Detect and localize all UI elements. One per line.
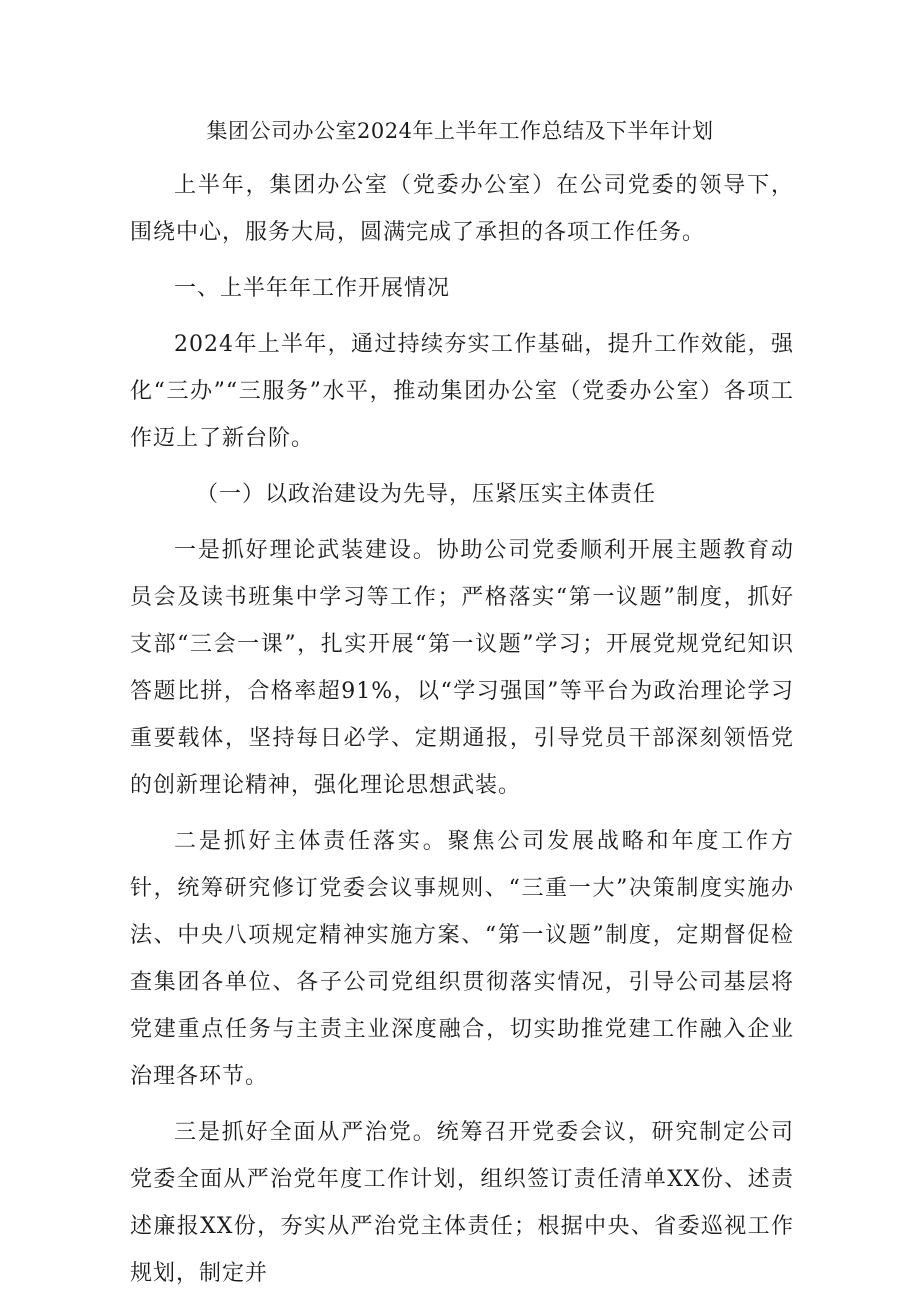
- responsibility-paragraph: 二是抓好主体责任落实。聚焦公司发展战略和年度工作方针，统筹研究修订党委会议事规则、“三重一大”决策制度实施办法、中央八项规定精神实施方案、“第一议题”制度，定期督促检查集团各单位、各子公司党组织贯彻落实情况，引导公司基层将党建重点任务与主责主业深度融合，切实助推党建工作融入企业治理各环节。: [130, 829, 794, 1089]
- section-heading: 一、上半年年工作开展情况: [174, 276, 451, 301]
- subsection-heading: （一）以政治建设为先导，压紧压实主体责任: [196, 482, 657, 507]
- theory-paragraph: 一是抓好理论武装建设。协助公司党委顺利开展主题教育动员会及读书班集中学习等工作；严格落实“第一议题”制度，抓好支部“三会一课”，扎实开展“第一议题”学习；开展党规党纪知识答题比拼，合格率超91%，以“学习强国”等平台为政治理论学习重要载体，坚持每日必学、定期通报，引导党员干部深刻领悟党的创新理论精神，强化理论思想武装。: [130, 538, 794, 798]
- document-title: 集团公司办公室2024年上半年工作总结及下半年计划: [206, 119, 714, 143]
- document-body: [130, 162, 794, 1306]
- intro-paragraph: 上半年，集团办公室（党委办公室）在公司党委的领导下，围绕中心，服务大局，圆满完成了承担的各项工作任务。: [130, 173, 794, 245]
- section-summary-paragraph: 2024年上半年，通过持续夯实工作基础，提升工作效能，强化“三办”“三服务”水平，推动集团办公室（党委办公室）各项工作迈上了新台阶。: [130, 332, 794, 451]
- discipline-paragraph: 三是抓好全面从严治党。统筹召开党委会议，研究制定公司党委全面从严治党年度工作计划，组织签订责任清单XX份、述责述廉报XX份，夯实从严治党主体责任；根据中央、省委巡视工作规划，制定并: [130, 1120, 794, 1286]
